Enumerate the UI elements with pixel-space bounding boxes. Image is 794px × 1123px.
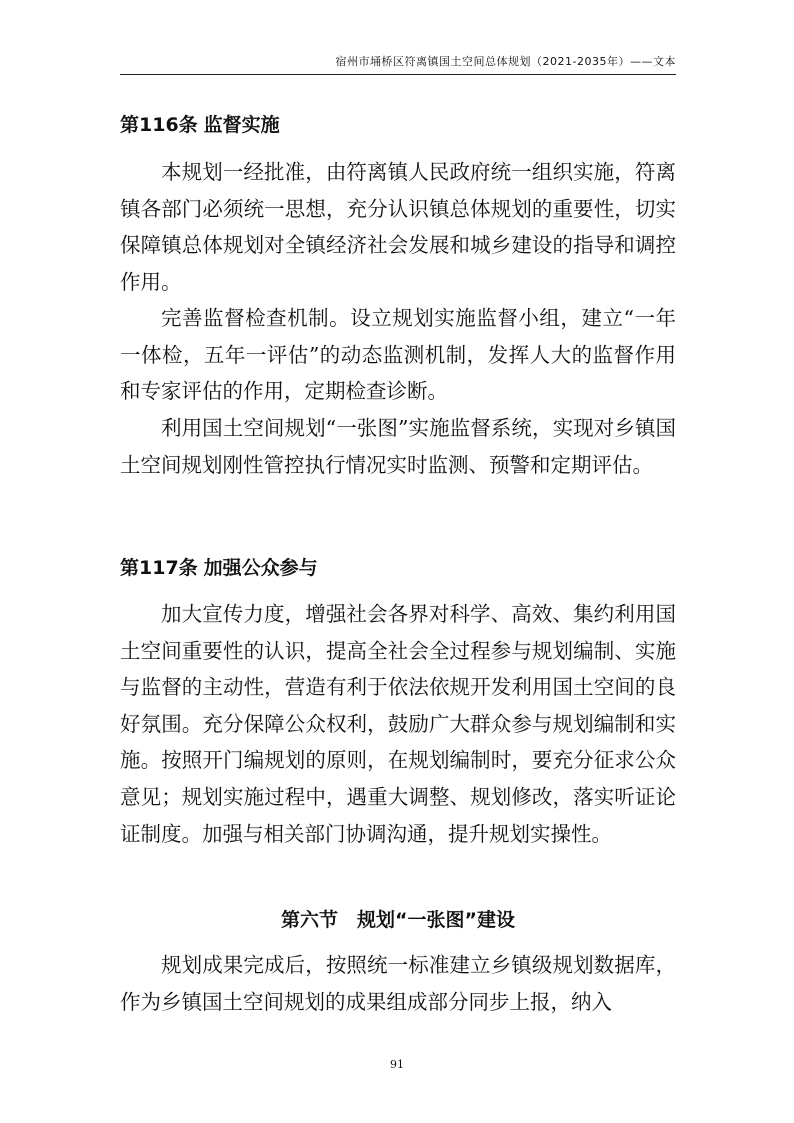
article-117-heading [120,553,318,580]
section-6-paragraph-1: 规划成果完成后，按照统一标准建立乡镇级规划数据库，作为乡镇国土空间规划的成果组成部分同步上报，纳入 [120,953,676,1014]
article-116-paragraph-1: 本规划一经批准，由符离镇人民政府统一组织实施，符离镇各部门必须统一思想，充分认识镇总体规划的重要性，切实保障镇总体规划对全镇经济社会发展和城乡建设的指导和调控作用。 [120,160,676,294]
article-116-number: 第116条 [120,114,198,136]
page-number: 91 [390,1058,404,1071]
article-116-heading [120,110,280,137]
running-header [120,54,676,75]
article-117-number: 第117条 [120,557,198,579]
article-116-paragraph-3: 利用国土空间规划“一张图”实施监督系统，实现对乡镇国土空间规划刚性管控执行情况实时监测、预警和定期评估。 [120,416,676,477]
article-116-title: 监督实施 [203,114,280,136]
article-116-paragraph-2: 完善监督检查机制。设立规划实施监督小组，建立“一年一体检，五年一评估”的动态监测机制，发挥人大的监督作用和专家评估的作用，定期检查诊断。 [120,306,676,404]
article-117-paragraph-1: 加大宣传力度，增强社会各界对科学、高效、集约利用国土空间重要性的认识，提高全社会全过程参与规划编制、实施与监督的主动性，营造有利于依法依规开发利用国土空间的良好氛围。充分保障公众权利，鼓励广大群众参与规划编制和实施。按照开门编规划的原则，在规划编制时，要充分征求公众意见；规划实施过程中，遇重大调整、规划修改，落实听证论证制度。加强与相关部门协调沟通，提升规划实操性。 [120,602,676,846]
section-6-title: 第六节 规划“一张图”建设 [281,909,515,931]
article-117-title: 加强公众参与 [203,557,318,579]
header-title: 宿州市埇桥区符离镇国土空间总体规划（2021-2035年）——文本 [335,55,676,68]
